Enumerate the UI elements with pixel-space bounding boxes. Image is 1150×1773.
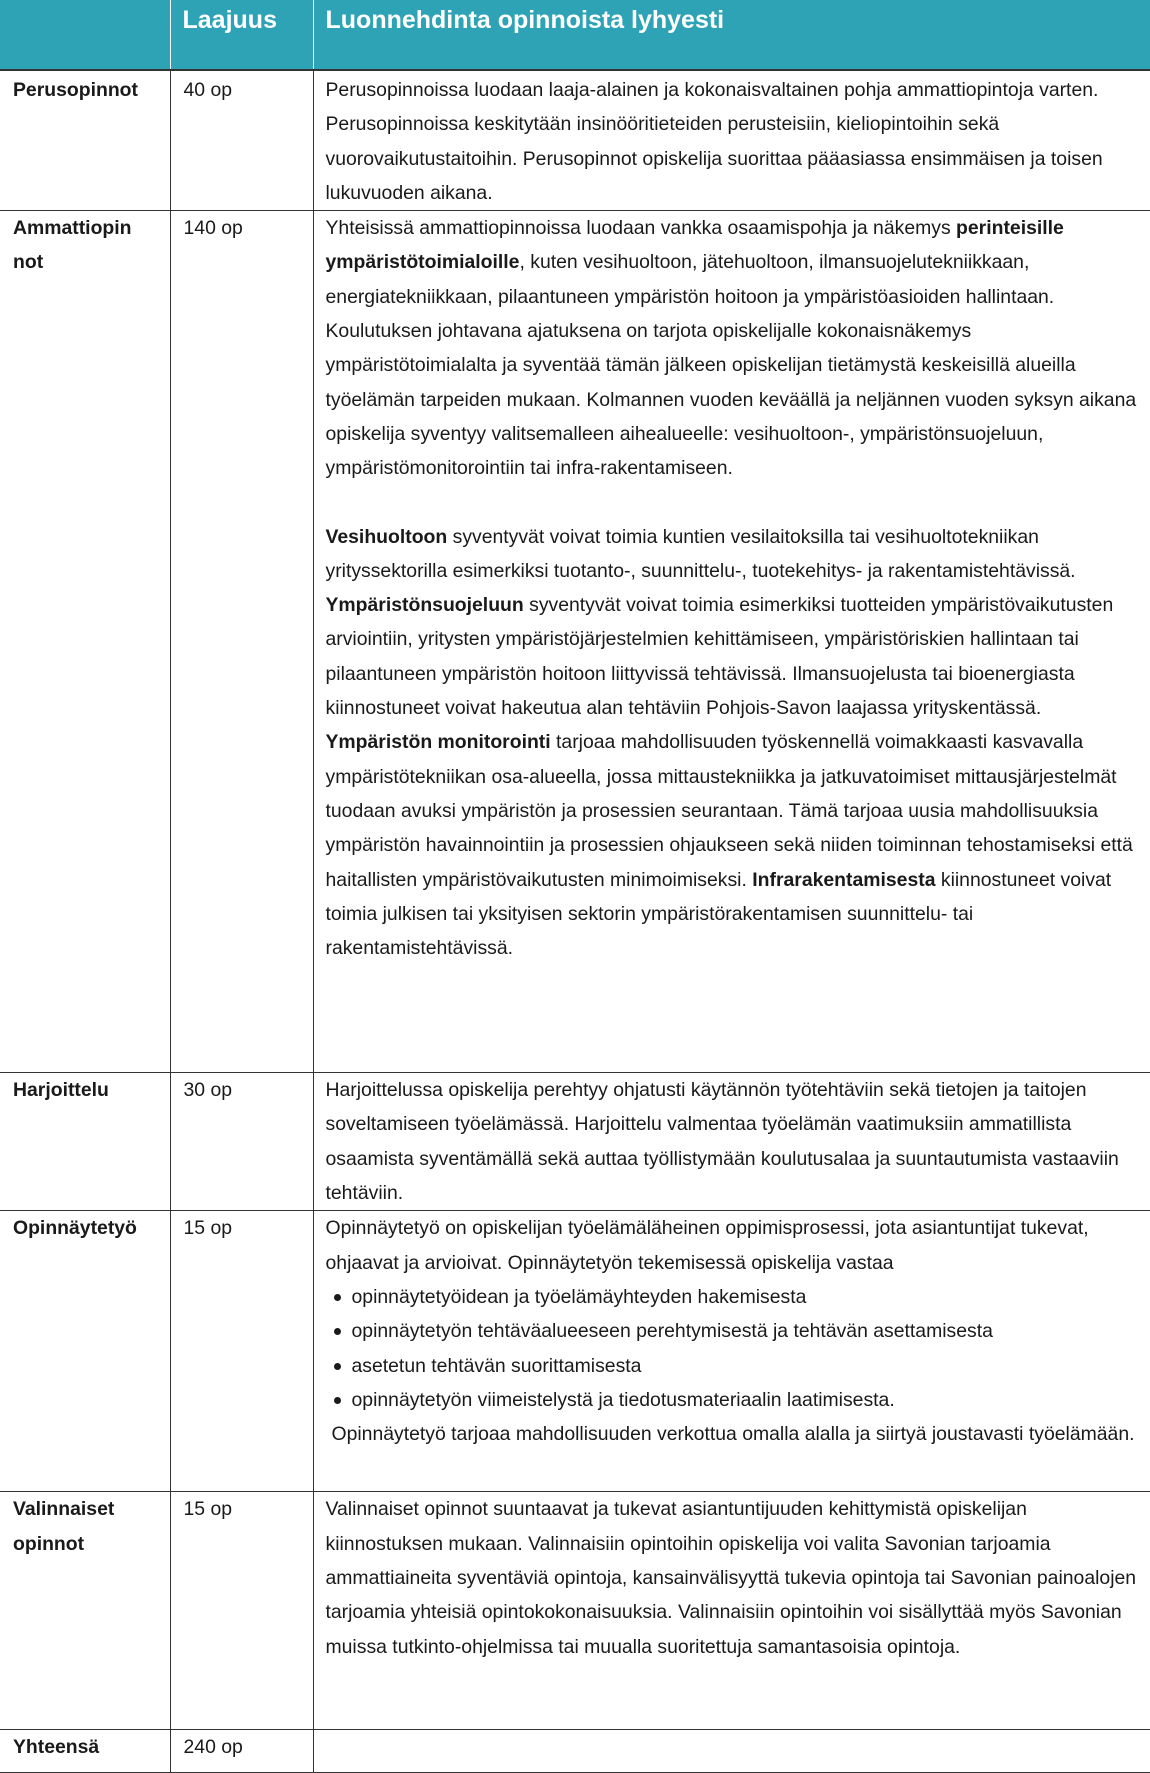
row-name-text: Ammattiopin not <box>13 217 132 274</box>
bold-term: perinteisille ympäristötoimialoille <box>325 217 1064 274</box>
paragraph <box>326 211 1141 485</box>
row-name <box>0 211 170 1073</box>
row-scope: 30 op <box>170 1073 313 1211</box>
table-row <box>0 70 1150 211</box>
row-description <box>313 211 1150 1073</box>
list-item <box>326 1314 1141 1348</box>
table-row <box>0 1492 1150 1730</box>
row-name: Opinnäytetyö <box>0 1211 170 1492</box>
row-description: Valinnaiset opinnot suuntaavat ja tukevat asiantuntijuuden kehittymistä opiskelijan kiinnostuksen mukaan. Valinnaisiin opintoihin opiskelija voi valita Savonian tarjoamia ammattiaineita syventäviä opintoja, kansainvälisyyttä tukevia opintoja tai Savonian painoalojen tarjoamia yhteisiä opintokokonaisuuksia. Valinnaisiin opintoihin voi sisällyttää myös Savonian muissa tutkinto-ohjelmissa tai muualla suoritettuja samantasoisia opintoja. <box>313 1492 1150 1730</box>
row-scope: 15 op <box>170 1211 313 1492</box>
table-row <box>0 1730 1150 1773</box>
paragraph: Opinnäytetyö on opiskelijan työelämäläheinen oppimisprosessi, jota asiantuntijat tukevat, ohjaavat ja arvioivat. Opinnäytetyön tekemisessä opiskelija vastaa <box>325 1217 1089 1274</box>
table-row <box>0 1073 1150 1211</box>
row-name: Perusopinnot <box>0 70 170 211</box>
paragraph-gap <box>326 486 1141 520</box>
bold-term: Infrarakentamisesta <box>752 868 936 891</box>
table-row <box>0 211 1150 1073</box>
list-item <box>326 1280 1141 1314</box>
paragraph <box>326 520 1141 966</box>
row-scope: 140 op <box>170 211 313 1073</box>
list-item-text: asetetun tehtävän suorittamisesta <box>351 1354 642 1377</box>
header-description: Luonnehdinta opinnoista lyhyesti <box>313 0 1150 70</box>
row-description: Harjoittelussa opiskelija perehtyy ohjatusti käytännön työtehtäviin sekä tietojen ja taitojen soveltamiseen työelämässä. Harjoittelu valmentaa työelämän vaatimuksiin ammatillista osaamista syventämällä sekä auttaa työllistymään koulutusalaa ja suuntautumista vastaaviin tehtäviin. <box>313 1073 1150 1211</box>
list-item <box>326 1383 1141 1417</box>
bullet-icon <box>334 1328 341 1335</box>
list-item <box>326 1349 1141 1383</box>
row-name <box>0 1492 170 1730</box>
text-run: syventyvät voivat toimia esimerkiksi tuotteiden ympäristövaikutusten arviointiin, yritysten ympäristöjärjestelmien kehittämiseen, ympäristöriskien hallintaan tai pilaantuneen ympäristön hoitoon liittyvissä tehtävissä. Ilmansuojelusta tai bioenergiasta kiinnostuneet voivat hakeutua alan tehtäviin Pohjois-Savon laajassa yrityskentässä. <box>325 594 1114 720</box>
bullet-list <box>326 1280 1141 1417</box>
bold-term: Ympäristönsuojeluun <box>325 594 524 617</box>
row-description: Perusopinnoissa luodaan laaja-alainen ja kokonaisvaltainen pohja ammattiopintoja varten. Perusopinnoissa keskitytään insinööritieteiden perusteisiin, kieliopintoihin sekä vuorovaikutustaitoihin. Perusopinnot opiskelija suorittaa pääasiassa ensimmäisen ja toisen lukuvuoden aikana. <box>313 70 1150 211</box>
list-item-text: opinnäytetyöidean ja työelämäyhteyden hakemisesta <box>351 1285 807 1308</box>
bullet-icon <box>334 1294 341 1301</box>
paragraph: Opinnäytetyö tarjoaa mahdollisuuden verkottua omalla alalla ja siirtyä joustavasti työelämään. <box>331 1423 1135 1446</box>
list-item-text: opinnäytetyön tehtäväalueeseen perehtymisestä ja tehtävän asettamisesta <box>351 1320 993 1343</box>
bold-term: Ympäristön monitorointi <box>325 731 551 754</box>
text-run: Yhteisissä ammattiopinnoissa luodaan vankka osaamispohja ja näkemys <box>325 217 957 240</box>
text-run: syventyvät voivat toimia kuntien vesilaitoksilla tai vesihuoltotekniikan yrityssektorilla esimerkiksi tuotanto-, suunnittelu-, tuotekehitys- ja rakentamistehtävissä. <box>325 525 1076 582</box>
row-description <box>313 1730 1150 1773</box>
row-scope: 240 op <box>170 1730 313 1773</box>
row-scope: 15 op <box>170 1492 313 1730</box>
bullet-icon <box>334 1363 341 1370</box>
header-scope: Laajuus <box>170 0 313 70</box>
row-description <box>313 1211 1150 1492</box>
table-row <box>0 1211 1150 1492</box>
bold-term: Vesihuoltoon <box>325 525 448 548</box>
text-run: , kuten vesihuoltoon, jätehuoltoon, ilmansuojelutekniikkaan, energiatekniikkaan, pilaantuneen ympäristön hoitoon ja ympäristöasioiden hallintaan. Koulutuksen johtavana ajatuksena on tarjota opiskelijalle kokonaisnäkemys ympäristötoimialalta ja syventää tämän jälkeen opiskelijan tietämystä keskeisillä alueilla työelämän tarpeiden mukaan. Kolmannen vuoden keväällä ja neljännen vuoden syksyn aikana opiskelija syventyy valitsemalleen aihealueelle: vesihuoltoon-, ympäristönsuojeluun, ympäristömonitorointiin tai infra-rakentamiseen. <box>325 251 1137 480</box>
header-empty-cell <box>0 0 170 70</box>
row-name: Yhteensä <box>0 1730 170 1773</box>
text-run: kiinnostuneet voivat toimia julkisen tai yksityisen sektorin ympäristörakentamisen suunnittelu- tai rakentamistehtävissä. <box>325 868 1112 960</box>
list-item-text: opinnäytetyön viimeistelystä ja tiedotusmateriaalin laatimisesta. <box>351 1388 895 1411</box>
table-header <box>0 0 1150 70</box>
bullet-icon <box>334 1397 341 1404</box>
row-scope: 40 op <box>170 70 313 211</box>
row-name: Harjoittelu <box>0 1073 170 1211</box>
row-name-text: Valinnaiset opinnot <box>13 1498 115 1555</box>
text-run: tarjoaa mahdollisuuden työskennellä voimakkaasti kasvavalla ympäristötekniikan osa-alueella, jossa mittaustekniikka ja jatkuvatoimiset mittausjärjestelmät tuodaan avuksi ympäristön ja prosessien seurantaan. Tämä tarjoaa uusia mahdollisuuksia ympäristön havainnointiin ja prosessien ohjaukseen sekä niiden toiminnan tehostamiseksi että haitallisten ympäristövaikutusten minimoimiseksi. <box>325 731 1133 891</box>
